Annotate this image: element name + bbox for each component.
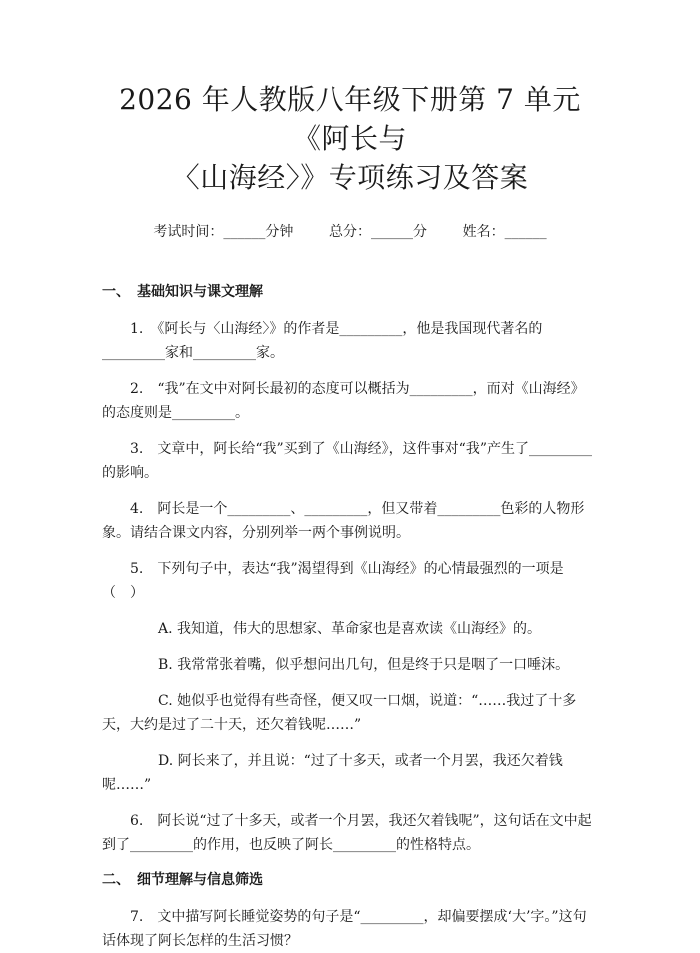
question-6: 6. 阿长说“过了十多天，或者一个月罢，我还欠着钱呢”，这句话在文中起到了_________的作用，也反映了阿长_________的性格特点。 [102,813,592,853]
question-1: 1. 《阿长与〈山海经〉》的作者是_________，他是我国现代著名的_________家和_________家。 [102,321,543,361]
question-4: 4. 阿长是一个_________、_________，但又带着_________色彩的人物形象。请结合课文内容，分别列举一两个事例说明。 [102,501,585,541]
option-d: D. 阿长来了，并且说：“过了十多天，或者一个月罢，我还欠着钱呢……” [102,753,563,793]
section-heading-1: 一、 基础知识与课文理解 [102,284,263,300]
question-7: 7. 文中描写阿长睡觉姿势的句子是“_________，却偏要摆成‘大’字。”这句话体现了阿长怎样的生活习惯？ [102,909,587,949]
option-a: A. 我知道，伟大的思想家、革命家也是喜欢读《山海经》的。 [158,621,542,637]
option-b: B. 我常常张着嘴，似乎想问出几句，但是终于只是咽了一口唾沫。 [158,657,570,673]
option-c: C. 她似乎也觉得有些奇怪，便又叹一口烟，说道：“……我过了十多天，大约是过了二十天，还欠着钱呢……” [102,693,577,733]
question-3: 3. 文章中，阿长给“我”买到了《山海经》，这件事对“我”产生了_________的影响。 [102,441,592,481]
exam-time: 考试时间：______分钟 [153,224,294,240]
title-line-1: 2026 年人教版八年级下册第 7 单元《阿长与 [119,83,581,155]
section-heading-2: 二、 细节理解与信息筛选 [102,872,263,888]
title-line-2: 〈山海经〉》专项练习及答案 [171,161,529,194]
question-2: 2. “我”在文中对阿长最初的态度可以概括为_________，而对《山海经》的态度则是_________。 [102,381,585,421]
question-5: 5. 下列句子中，表达“我”渴望得到《山海经》的心情最强烈的一项是（ ） [102,561,564,601]
exam-name: 姓名：______ [462,224,547,240]
exam-meta [102,221,598,241]
page-title [102,80,598,197]
exam-score: 总分：______分 [329,224,427,240]
